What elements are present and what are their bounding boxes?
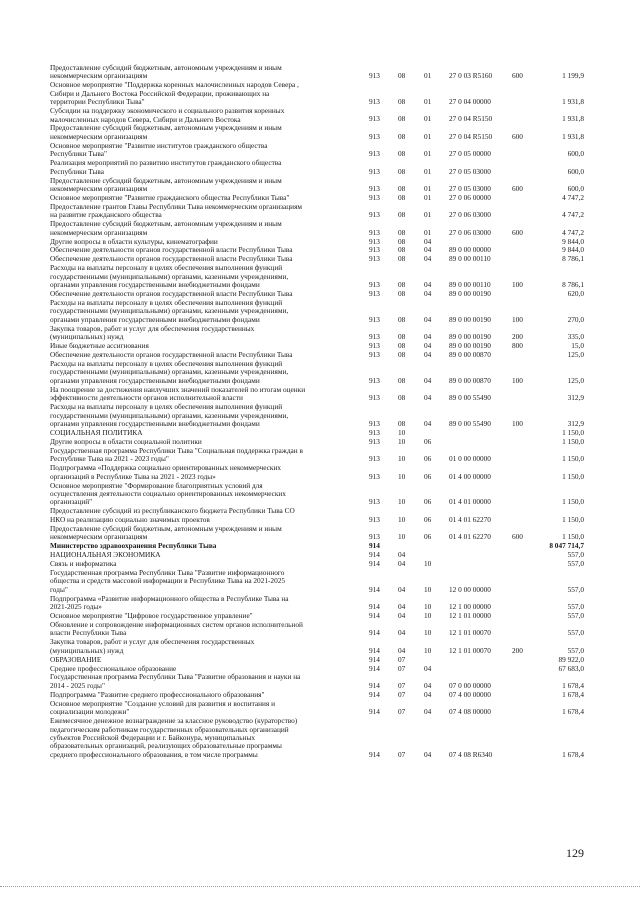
admin-code: 913 <box>369 314 380 324</box>
expense-type-code: 600 <box>512 531 523 541</box>
section-code: 04 <box>398 610 406 620</box>
admin-code: 913 <box>369 149 380 159</box>
table-row <box>0 264 640 289</box>
section-code: 08 <box>398 166 406 176</box>
expense-type-code: 800 <box>512 341 523 351</box>
table-row <box>0 325 640 342</box>
section-code: 10 <box>398 427 406 437</box>
admin-code: 913 <box>369 341 380 351</box>
subsection-code: 04 <box>424 332 432 342</box>
table-row <box>0 107 640 124</box>
row-name: НАЦИОНАЛЬНАЯ ЭКОНОМИКА <box>50 549 161 559</box>
target-article-code: 07 0 00 00000 <box>449 680 491 690</box>
section-code: 08 <box>398 289 406 299</box>
row-name: Обеспечение деятельности органов государственной власти Республики Тыва <box>50 254 293 264</box>
amount: 312,9 <box>567 418 584 428</box>
amount: 557,0 <box>567 558 584 568</box>
subsection-code: 04 <box>424 254 432 264</box>
row-name: ОБРАЗОВАНИЕ <box>50 654 102 664</box>
row-name: Предоставление грантов Главы Республики Тыва некоммерческим организациям на развитие гражданского общества <box>50 201 303 220</box>
table-row <box>0 717 640 759</box>
target-article-code: 27 0 04 R5150 <box>449 131 493 141</box>
target-article-code: 89 0 00 00110 <box>449 280 491 290</box>
table-row <box>0 81 640 106</box>
target-article-code: 01 4 00 00000 <box>449 471 491 481</box>
subsection-code: 06 <box>424 436 432 446</box>
expense-type-code: 100 <box>512 418 523 428</box>
amount: 1 678,4 <box>562 749 584 759</box>
table-row <box>0 656 640 664</box>
table-row <box>0 595 640 612</box>
table-row <box>0 438 640 446</box>
table-row <box>0 360 640 385</box>
amount: 620,0 <box>567 289 584 299</box>
section-code: 10 <box>398 436 406 446</box>
expense-type-code: 100 <box>512 314 523 324</box>
row-name: Субсидии на поддержку экономического и социального развития коренных малочисленных народов Севера, Сибири и Дальнего Востока <box>50 106 285 124</box>
section-code: 10 <box>398 471 406 481</box>
admin-code: 914 <box>369 584 380 594</box>
table-row <box>0 464 640 481</box>
admin-code: 913 <box>369 531 380 541</box>
row-name: Расходы на выплаты персоналу в целях обеспечения выполнения функций государственными (муниципальными) органами, казенными учреждениями, органами управления государственными внебюджетными фондами <box>50 263 289 290</box>
table-row <box>0 299 640 324</box>
subsection-code: 06 <box>424 514 432 524</box>
target-article-code: 07 4 00 00000 <box>449 689 491 699</box>
admin-code: 913 <box>369 236 380 246</box>
table-row <box>0 560 640 568</box>
target-article-code: 27 0 05 00000 <box>449 149 491 159</box>
target-article-code: 89 0 00 55490 <box>449 393 491 403</box>
target-article-code: 01 4 01 62270 <box>449 514 491 524</box>
amount: 67 683,0 <box>558 663 584 673</box>
target-article-code: 12 1 00 00000 <box>449 601 491 611</box>
amount: 557,0 <box>567 549 584 559</box>
subsection-code: 04 <box>424 341 432 351</box>
amount: 1 150,0 <box>562 454 584 464</box>
expense-type-code: 100 <box>512 375 523 385</box>
section-code: 08 <box>398 314 406 324</box>
target-article-code: 27 0 06 03000 <box>449 227 491 237</box>
target-article-code: 27 0 06 00000 <box>449 192 491 202</box>
table-row <box>0 142 640 159</box>
admin-code: 914 <box>369 663 380 673</box>
amount: 557,0 <box>567 610 584 620</box>
row-name: Основное мероприятие "Поддержка коренных малочисленных народов Севера , Сибири и Дальнего Востока Российской Федерации, проживающих на территории Республики Тыва" <box>50 80 299 107</box>
target-article-code: 27 0 03 R5160 <box>449 71 493 81</box>
target-article-code: 27 0 04 00000 <box>449 97 491 107</box>
amount: 1 931,8 <box>562 114 584 124</box>
expense-type-code: 600 <box>512 227 523 237</box>
target-article-code: 89 0 00 00110 <box>449 254 491 264</box>
row-name: Основное мероприятие "Развитие гражданского общества Республики Тыва" <box>50 192 290 202</box>
section-code: 08 <box>398 183 406 193</box>
expense-type-code: 600 <box>512 71 523 81</box>
row-name: Обеспечение деятельности органов государственной власти Республики Тыва <box>50 245 293 255</box>
section-code: 04 <box>398 601 406 611</box>
subsection-code: 01 <box>424 192 432 202</box>
admin-code: 913 <box>369 393 380 403</box>
subsection-code: 06 <box>424 531 432 541</box>
table-row <box>0 638 640 655</box>
section-code: 10 <box>398 531 406 541</box>
admin-code: 914 <box>369 707 380 717</box>
row-name: Подпрограмма «Развитие информационного общества в Республике Тыва на 2021-2025 годы» <box>50 593 289 611</box>
amount: 335,0 <box>567 332 584 342</box>
expense-type-code: 200 <box>512 332 523 342</box>
target-article-code: 01 4 01 00000 <box>449 497 491 507</box>
amount: 312,9 <box>567 393 584 403</box>
expense-type-code: 600 <box>512 183 523 193</box>
subsection-code: 01 <box>424 114 432 124</box>
target-article-code: 89 0 00 00190 <box>449 341 491 351</box>
target-article-code: 27 0 05 03000 <box>449 166 491 176</box>
section-code: 07 <box>398 663 406 673</box>
row-name: Расходы на выплаты персоналу в целях обеспечения выполнения функций государственными (муниципальными) органами, казенными учреждениями, органами управления государственными внебюджетными фондами <box>50 359 289 385</box>
admin-code: 913 <box>369 71 380 81</box>
amount: 1 678,4 <box>562 680 584 690</box>
admin-code: 914 <box>369 558 380 568</box>
admin-code: 913 <box>369 245 380 255</box>
admin-code: 914 <box>369 628 380 638</box>
section-code: 04 <box>398 584 406 594</box>
row-name: Предоставление субсидий бюджетным, автономным учреждениям и иным некоммерческим организациям <box>50 123 282 141</box>
amount: 1 150,0 <box>562 436 584 446</box>
table-row <box>0 691 640 699</box>
amount: 1 931,8 <box>562 97 584 107</box>
admin-code: 913 <box>369 192 380 202</box>
subsection-code: 01 <box>424 227 432 237</box>
amount: 9 844,0 <box>562 236 584 246</box>
subsection-code: 04 <box>424 236 432 246</box>
table-row <box>0 700 640 717</box>
row-name: Министерство здравоохранения Республики Тыва <box>50 540 217 550</box>
row-name: Государственная программа Республики Тыва "Социальная поддержка граждан в Республике Тыва на 2021 - 2023 годы" <box>50 445 303 464</box>
amount: 125,0 <box>567 375 584 385</box>
admin-code: 914 <box>369 540 380 550</box>
target-article-code: 89 0 00 00870 <box>449 375 491 385</box>
expense-type-code: 200 <box>512 645 523 655</box>
table-row <box>0 203 640 220</box>
subsection-code: 01 <box>424 97 432 107</box>
target-article-code: 89 0 00 55490 <box>449 418 491 428</box>
admin-code: 913 <box>369 97 380 107</box>
amount: 1 150,0 <box>562 427 584 437</box>
subsection-code: 06 <box>424 454 432 464</box>
amount: 600,0 <box>567 149 584 159</box>
row-name: Расходы на выплаты персоналу в целях обеспечения выполнения функций государственными (муниципальными) органами, казенными учреждениями, органами управления государственными внебюджетными фондами <box>50 402 289 428</box>
target-article-code: 89 0 00 00190 <box>449 289 491 299</box>
section-code: 04 <box>398 558 406 568</box>
section-code: 08 <box>398 341 406 351</box>
section-code: 08 <box>398 350 406 360</box>
amount: 8 786,1 <box>562 254 584 264</box>
subsection-code: 10 <box>424 558 432 568</box>
amount: 125,0 <box>567 350 584 360</box>
amount: 1 150,0 <box>562 471 584 481</box>
table-row <box>0 124 640 141</box>
admin-code: 913 <box>369 289 380 299</box>
amount: 8 786,1 <box>562 280 584 290</box>
subsection-code: 01 <box>424 71 432 81</box>
target-article-code: 27 0 04 R5150 <box>449 114 493 124</box>
row-name: Среднее профессиональное образование <box>50 663 177 673</box>
page-number: 129 <box>566 846 584 860</box>
amount: 1 199,9 <box>562 71 584 81</box>
section-code: 04 <box>398 628 406 638</box>
amount: 89 922,0 <box>558 654 584 664</box>
subsection-code: 04 <box>424 375 432 385</box>
section-code: 08 <box>398 192 406 202</box>
section-code: 07 <box>398 654 406 664</box>
row-name: Основное мероприятие "Развитие институтов гражданского общества Республики Тыва" <box>50 140 268 159</box>
admin-code: 913 <box>369 166 380 176</box>
amount: 4 747,2 <box>562 227 584 237</box>
row-name: Государственная программа Республики Тыва "Развитие информационного общества и средств массовой информации в Республике Тыва на 2021-2025 годы" <box>50 567 286 594</box>
admin-code: 913 <box>369 471 380 481</box>
row-name: Расходы на выплаты персоналу в целях обеспечения выполнения функций государственными (муниципальными) органами, казенными учреждениями, органами управления государственными внебюджетными фондами <box>50 298 289 324</box>
subsection-code: 10 <box>424 628 432 638</box>
table-row <box>0 507 640 524</box>
target-article-code: 12 1 01 00000 <box>449 610 491 620</box>
admin-code: 914 <box>369 549 380 559</box>
amount: 1 678,4 <box>562 707 584 717</box>
section-code: 08 <box>398 71 406 81</box>
row-name: Обеспечение деятельности органов государственной власти Республики Тыва <box>50 350 293 360</box>
subsection-code: 04 <box>424 350 432 360</box>
subsection-code: 04 <box>424 749 432 759</box>
table-row <box>0 64 640 81</box>
admin-code: 914 <box>369 689 380 699</box>
section-code: 08 <box>398 245 406 255</box>
expense-type-code: 600 <box>512 131 523 141</box>
subsection-code: 06 <box>424 497 432 507</box>
amount: 1 678,4 <box>562 689 584 699</box>
section-code: 08 <box>398 280 406 290</box>
admin-code: 914 <box>369 654 380 664</box>
amount: 600,0 <box>567 166 584 176</box>
section-code: 04 <box>398 549 406 559</box>
subsection-code: 01 <box>424 149 432 159</box>
footer-divider <box>0 886 640 887</box>
section-code: 07 <box>398 707 406 717</box>
amount: 4 747,2 <box>562 192 584 202</box>
row-name: Закупка товаров, работ и услуг для обеспечения государственных (муниципальных) нужд <box>50 323 255 342</box>
amount: 270,0 <box>567 314 584 324</box>
amount: 557,0 <box>567 628 584 638</box>
admin-code: 913 <box>369 227 380 237</box>
amount: 1 150,0 <box>562 497 584 507</box>
row-name: СОЦИАЛЬНАЯ ПОЛИТИКА <box>50 427 143 437</box>
table-row <box>0 386 640 403</box>
subsection-code: 04 <box>424 245 432 255</box>
row-name: Обеспечение деятельности органов государственной власти Республики Тыва <box>50 289 293 299</box>
row-name: Связь и информатика <box>50 558 117 568</box>
row-name: Государственная программа Республики Тыва "Развитие образования и науки на 2014 - 2025 годы" <box>50 672 301 690</box>
section-code: 07 <box>398 680 406 690</box>
row-name: Реализация мероприятий по развитию институтов гражданского общества Республики Тыва <box>50 158 282 176</box>
subsection-code: 01 <box>424 166 432 176</box>
table-row <box>0 177 640 194</box>
subsection-code: 04 <box>424 663 432 673</box>
amount: 15,0 <box>571 341 584 351</box>
admin-code: 913 <box>369 454 380 464</box>
row-name: Основное мероприятие "Создание условий для развития и воспитания и социализации молодежи" <box>50 698 276 717</box>
section-code: 08 <box>398 332 406 342</box>
admin-code: 913 <box>369 131 380 141</box>
admin-code: 913 <box>369 436 380 446</box>
table-row <box>0 621 640 638</box>
subsection-code: 01 <box>424 131 432 141</box>
table-row <box>0 220 640 237</box>
subsection-code: 01 <box>424 210 432 220</box>
amount: 8 047 714,7 <box>549 540 584 550</box>
section-code: 07 <box>398 689 406 699</box>
admin-code: 913 <box>369 497 380 507</box>
row-name: Предоставление субсидий бюджетным, автономным учреждениям и иным некоммерческим организациям <box>50 175 282 193</box>
section-code: 08 <box>398 114 406 124</box>
row-name: Основное мероприятие "Формирование благоприятных условий для осуществления деятельности социально ориентированных некоммерческих организаций" <box>50 480 286 507</box>
row-name: Другие вопросы в области социальной политики <box>50 436 202 446</box>
section-code: 08 <box>398 227 406 237</box>
admin-code: 914 <box>369 610 380 620</box>
section-code: 08 <box>398 97 406 107</box>
target-article-code: 27 0 05 03000 <box>449 183 491 193</box>
subsection-code: 04 <box>424 289 432 299</box>
target-article-code: 12 0 00 00000 <box>449 584 491 594</box>
section-code: 08 <box>398 254 406 264</box>
admin-code: 914 <box>369 601 380 611</box>
table-row <box>0 159 640 176</box>
subsection-code: 04 <box>424 280 432 290</box>
subsection-code: 04 <box>424 314 432 324</box>
section-code: 07 <box>398 749 406 759</box>
row-name: Иные бюджетные ассигнования <box>50 341 149 351</box>
target-article-code: 27 0 06 03000 <box>449 210 491 220</box>
amount: 1 150,0 <box>562 514 584 524</box>
row-name: Закупка товаров, работ и услуг для обеспечения государственных (муниципальных) нужд <box>50 637 255 655</box>
subsection-code: 04 <box>424 393 432 403</box>
subsection-code: 04 <box>424 707 432 717</box>
row-name: На поощрение за достижения наилучших значений показателей по итогам оценки эффективности деятельности органов исполнительной власти <box>50 384 306 403</box>
section-code: 10 <box>398 497 406 507</box>
subsection-code: 04 <box>424 418 432 428</box>
target-article-code: 12 1 01 00070 <box>449 628 491 638</box>
admin-code: 913 <box>369 210 380 220</box>
table-row <box>0 403 640 428</box>
admin-code: 914 <box>369 645 380 655</box>
amount: 1 150,0 <box>562 531 584 541</box>
subsection-code: 10 <box>424 645 432 655</box>
target-article-code: 01 0 00 00000 <box>449 454 491 464</box>
row-name: Основное мероприятие "Цифровое государственное управление" <box>50 610 253 620</box>
table-row <box>0 525 640 542</box>
admin-code: 913 <box>369 350 380 360</box>
amount: 557,0 <box>567 645 584 655</box>
admin-code: 913 <box>369 514 380 524</box>
row-name: Предоставление субсидий из республиканского бюджета Республики Тыва СО НКО на реализацию социально значимых проектов <box>50 506 295 524</box>
subsection-code: 04 <box>424 680 432 690</box>
section-code: 08 <box>398 210 406 220</box>
table-row <box>0 673 640 690</box>
admin-code: 913 <box>369 254 380 264</box>
target-article-code: 12 1 01 00070 <box>449 645 491 655</box>
admin-code: 913 <box>369 183 380 193</box>
section-code: 08 <box>398 131 406 141</box>
admin-code: 913 <box>369 332 380 342</box>
amount: 557,0 <box>567 584 584 594</box>
subsection-code: 10 <box>424 610 432 620</box>
row-name: Подпрограмма "Развитие среднего профессионального образования" <box>50 689 265 699</box>
subsection-code: 04 <box>424 689 432 699</box>
target-article-code: 07 4 08 00000 <box>449 707 491 717</box>
target-article-code: 89 0 00 00000 <box>449 245 491 255</box>
row-name: Обновление и сопровождение информационных систем органов исполнительной власти Республики Тыва <box>50 619 303 638</box>
section-code: 10 <box>398 514 406 524</box>
admin-code: 914 <box>369 749 380 759</box>
section-code: 10 <box>398 454 406 464</box>
target-article-code: 07 4 08 R6340 <box>449 749 493 759</box>
table-row <box>0 482 640 507</box>
expense-type-code: 100 <box>512 280 523 290</box>
subsection-code: 06 <box>424 471 432 481</box>
section-code: 08 <box>398 418 406 428</box>
row-name: Ежемесячное денежное вознаграждение за классное руководство (кураторство) педагогическим работникам государственных образовательных организаций субъектов Российской Федерации и г. Байконура, муниципальных образовательных организаций, реализующих образовательные программы среднего профессионального образования, в том числе программы <box>50 716 298 759</box>
section-code: 04 <box>398 645 406 655</box>
target-article-code: 01 4 01 62270 <box>449 531 491 541</box>
section-code: 08 <box>398 375 406 385</box>
subsection-code: 10 <box>424 584 432 594</box>
section-code: 08 <box>398 149 406 159</box>
admin-code: 913 <box>369 280 380 290</box>
target-article-code: 89 0 00 00190 <box>449 332 491 342</box>
amount: 9 844,0 <box>562 245 584 255</box>
target-article-code: 89 0 00 00870 <box>449 350 491 360</box>
table-row <box>0 447 640 464</box>
admin-code: 914 <box>369 680 380 690</box>
amount: 1 931,8 <box>562 131 584 141</box>
row-name: Другие вопросы в области культуры, кинематографии <box>50 236 218 246</box>
amount: 4 747,2 <box>562 210 584 220</box>
subsection-code: 01 <box>424 183 432 193</box>
admin-code: 913 <box>369 375 380 385</box>
section-code: 08 <box>398 236 406 246</box>
row-name: Предоставление субсидий бюджетным, автономным учреждениям и иным некоммерческим организациям <box>50 523 282 541</box>
amount: 557,0 <box>567 601 584 611</box>
admin-code: 913 <box>369 418 380 428</box>
admin-code: 913 <box>369 114 380 124</box>
row-name: Предоставление субсидий бюджетным, автономным учреждениям и иным некоммерческим организациям <box>50 219 282 237</box>
amount: 600,0 <box>567 183 584 193</box>
target-article-code: 89 0 00 00190 <box>449 314 491 324</box>
table-row <box>0 569 640 594</box>
admin-code: 913 <box>369 427 380 437</box>
table-row <box>0 194 640 202</box>
row-name: Подпрограмма «Поддержка социально ориентированных некоммерческих организаций в Республике Тыва на 2021 - 2023 годы» <box>50 463 282 481</box>
section-code: 08 <box>398 393 406 403</box>
row-name: Предоставление субсидий бюджетным, автономным учреждениям и иным некоммерческим организациям <box>50 63 282 81</box>
subsection-code: 10 <box>424 601 432 611</box>
